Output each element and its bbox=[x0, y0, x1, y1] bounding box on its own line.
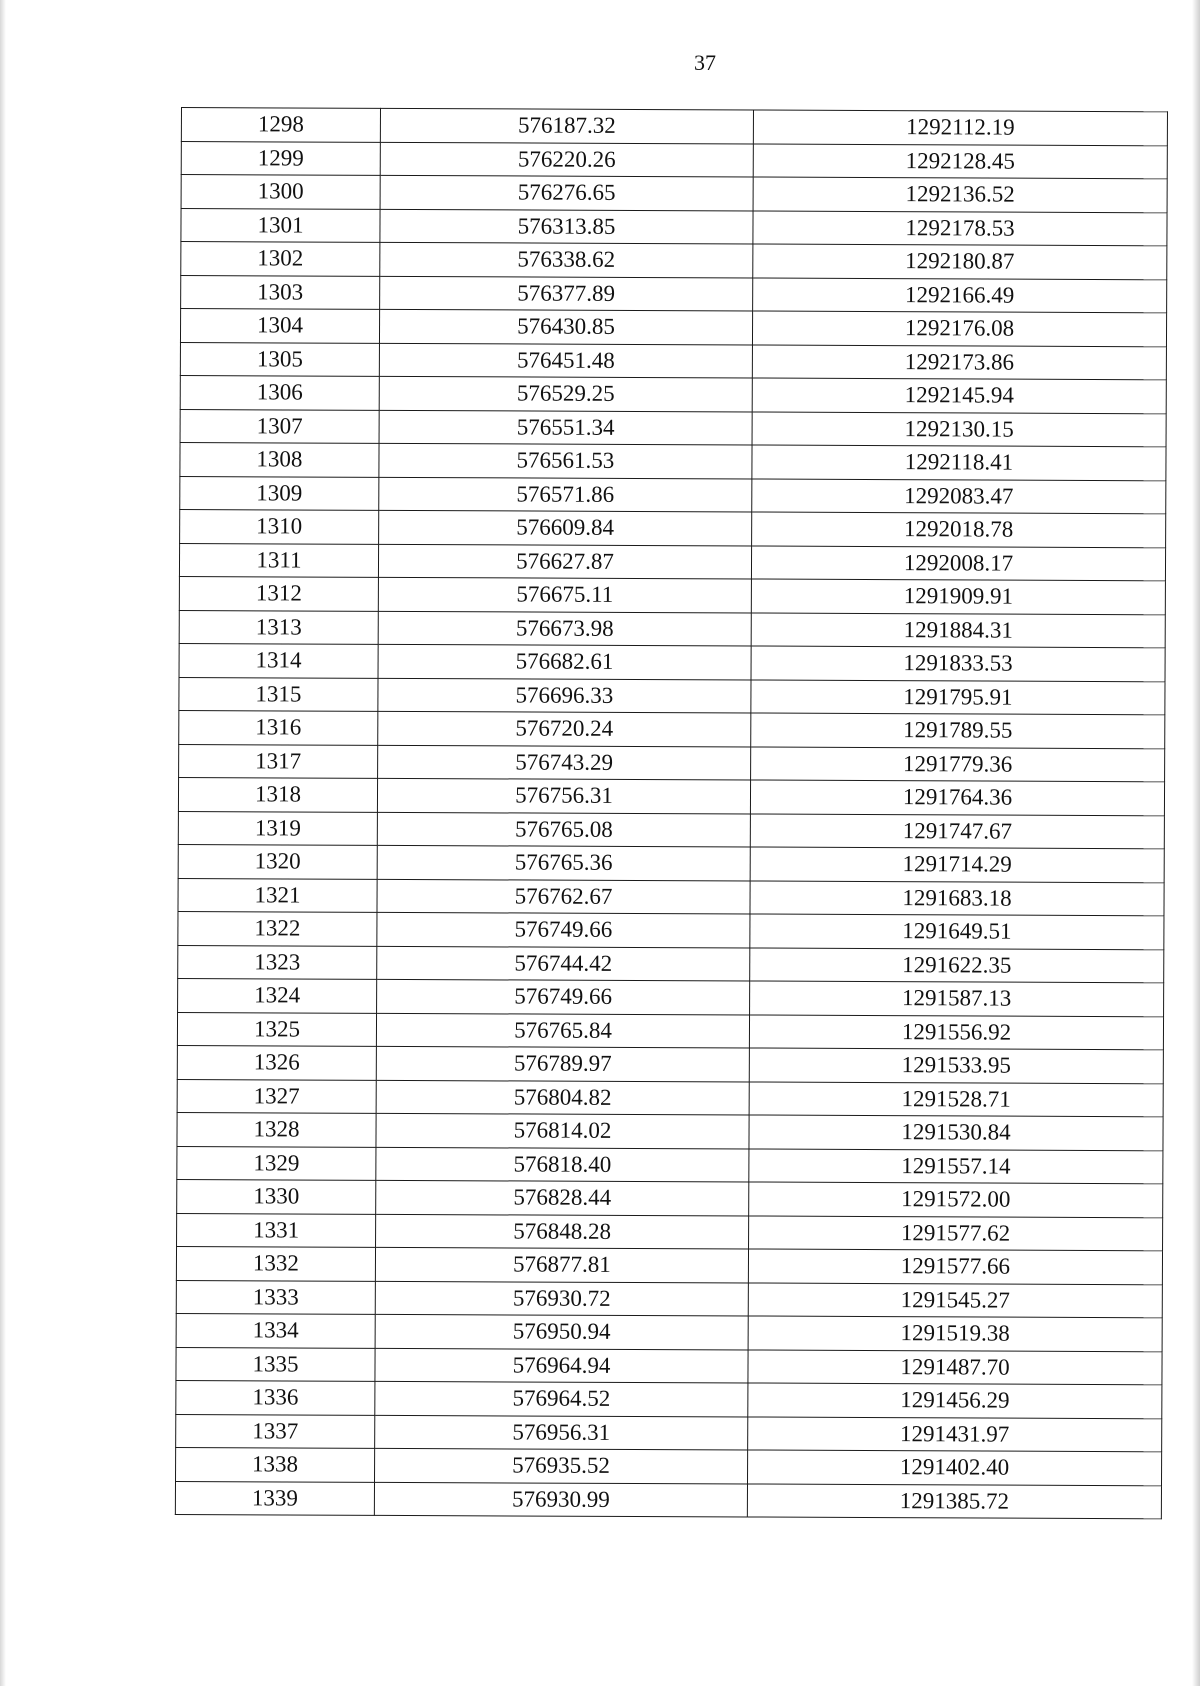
table-row bbox=[178, 945, 1164, 983]
point-number-cell: 1331 bbox=[177, 1213, 376, 1247]
x-coordinate-cell: 576609.84 bbox=[379, 510, 752, 545]
page-number: 37 bbox=[694, 50, 716, 75]
point-number-cell: 1299 bbox=[181, 141, 380, 175]
y-coordinate-cell: 1291779.36 bbox=[751, 746, 1165, 781]
point-number-cell: 1312 bbox=[179, 576, 378, 610]
point-number-cell: 1326 bbox=[177, 1045, 376, 1079]
x-coordinate-cell: 576529.25 bbox=[379, 376, 752, 411]
coordinates-table bbox=[175, 107, 1168, 1519]
x-coordinate-cell: 576430.85 bbox=[379, 309, 752, 344]
y-coordinate-cell: 1292166.49 bbox=[753, 277, 1167, 312]
table-row bbox=[180, 509, 1166, 547]
x-coordinate-cell: 576964.52 bbox=[375, 1381, 748, 1416]
x-coordinate-cell: 576682.61 bbox=[378, 644, 751, 679]
y-coordinate-cell: 1291577.62 bbox=[749, 1215, 1163, 1250]
x-coordinate-cell: 576561.53 bbox=[379, 443, 752, 478]
table-row bbox=[178, 978, 1164, 1016]
y-coordinate-cell: 1291649.51 bbox=[750, 914, 1164, 949]
table-row bbox=[181, 141, 1167, 179]
table-row bbox=[179, 744, 1165, 782]
table-row bbox=[178, 911, 1164, 949]
table-row bbox=[178, 844, 1164, 882]
y-coordinate-cell: 1291385.72 bbox=[747, 1483, 1161, 1518]
y-coordinate-cell: 1291528.71 bbox=[749, 1081, 1163, 1116]
point-number-cell: 1332 bbox=[176, 1246, 375, 1280]
x-coordinate-cell: 576756.31 bbox=[377, 778, 750, 813]
table-row bbox=[180, 375, 1166, 413]
point-number-cell: 1311 bbox=[179, 543, 378, 577]
scan-edge-right bbox=[1192, 0, 1200, 1686]
y-coordinate-cell: 1291557.14 bbox=[749, 1148, 1163, 1183]
table-row bbox=[176, 1280, 1162, 1318]
y-coordinate-cell: 1292180.87 bbox=[753, 244, 1167, 279]
point-number-cell: 1320 bbox=[178, 844, 377, 878]
x-coordinate-cell: 576935.52 bbox=[375, 1448, 748, 1483]
table-row bbox=[176, 1313, 1162, 1351]
table-row bbox=[179, 576, 1165, 614]
x-coordinate-cell: 576187.32 bbox=[380, 108, 753, 143]
y-coordinate-cell: 1291530.84 bbox=[749, 1115, 1163, 1150]
table-row bbox=[178, 811, 1164, 849]
table-row bbox=[177, 1012, 1163, 1050]
table-row bbox=[175, 1481, 1161, 1519]
point-number-cell: 1329 bbox=[177, 1146, 376, 1180]
table-row bbox=[181, 242, 1167, 280]
table-row bbox=[180, 309, 1166, 347]
table-row bbox=[179, 677, 1165, 715]
table-row bbox=[181, 175, 1167, 213]
x-coordinate-cell: 576950.94 bbox=[375, 1314, 748, 1349]
y-coordinate-cell: 1292128.45 bbox=[753, 143, 1167, 178]
y-coordinate-cell: 1292112.19 bbox=[753, 110, 1167, 145]
point-number-cell: 1300 bbox=[181, 175, 380, 209]
point-number-cell: 1322 bbox=[178, 911, 377, 945]
y-coordinate-cell: 1291545.27 bbox=[748, 1282, 1162, 1317]
x-coordinate-cell: 576749.66 bbox=[377, 912, 750, 947]
x-coordinate-cell: 576571.86 bbox=[379, 477, 752, 512]
y-coordinate-cell: 1292176.08 bbox=[752, 311, 1166, 346]
point-number-cell: 1306 bbox=[180, 375, 379, 409]
point-number-cell: 1323 bbox=[178, 945, 377, 979]
point-number-cell: 1314 bbox=[179, 643, 378, 677]
table-row bbox=[179, 643, 1165, 681]
table-row bbox=[180, 409, 1166, 447]
y-coordinate-cell: 1291577.66 bbox=[748, 1249, 1162, 1284]
y-coordinate-cell: 1291714.29 bbox=[750, 847, 1164, 882]
x-coordinate-cell: 576818.40 bbox=[376, 1147, 749, 1182]
y-coordinate-cell: 1292018.78 bbox=[752, 512, 1166, 547]
point-number-cell: 1298 bbox=[181, 108, 380, 142]
x-coordinate-cell: 576276.65 bbox=[380, 175, 753, 210]
point-number-cell: 1325 bbox=[177, 1012, 376, 1046]
table-row bbox=[177, 1179, 1163, 1217]
y-coordinate-cell: 1292136.52 bbox=[753, 177, 1167, 212]
table-row bbox=[176, 1246, 1162, 1284]
x-coordinate-cell: 576956.31 bbox=[375, 1415, 748, 1450]
y-coordinate-cell: 1291764.36 bbox=[750, 780, 1164, 815]
x-coordinate-cell: 576930.72 bbox=[375, 1281, 748, 1316]
x-coordinate-cell: 576720.24 bbox=[378, 711, 751, 746]
point-number-cell: 1301 bbox=[181, 208, 380, 242]
point-number-cell: 1339 bbox=[175, 1481, 374, 1515]
point-number-cell: 1321 bbox=[178, 878, 377, 912]
point-number-cell: 1335 bbox=[176, 1347, 375, 1381]
x-coordinate-cell: 576673.98 bbox=[378, 611, 751, 646]
x-coordinate-cell: 576804.82 bbox=[376, 1080, 749, 1115]
table-row bbox=[177, 1146, 1163, 1184]
point-number-cell: 1337 bbox=[176, 1414, 375, 1448]
y-coordinate-cell: 1291622.35 bbox=[750, 947, 1164, 982]
point-number-cell: 1303 bbox=[181, 275, 380, 309]
y-coordinate-cell: 1291683.18 bbox=[750, 880, 1164, 915]
x-coordinate-cell: 576930.99 bbox=[374, 1482, 747, 1517]
x-coordinate-cell: 576814.02 bbox=[376, 1113, 749, 1148]
y-coordinate-cell: 1292008.17 bbox=[751, 545, 1165, 580]
point-number-cell: 1327 bbox=[177, 1079, 376, 1113]
x-coordinate-cell: 576789.97 bbox=[376, 1046, 749, 1081]
x-coordinate-cell: 576627.87 bbox=[378, 544, 751, 579]
y-coordinate-cell: 1291789.55 bbox=[751, 713, 1165, 748]
point-number-cell: 1309 bbox=[180, 476, 379, 510]
table-row bbox=[180, 342, 1166, 380]
y-coordinate-cell: 1292083.47 bbox=[752, 478, 1166, 513]
point-number-cell: 1308 bbox=[180, 442, 379, 476]
point-number-cell: 1334 bbox=[176, 1313, 375, 1347]
table-row bbox=[180, 476, 1166, 514]
table-row bbox=[179, 610, 1165, 648]
scan-edge-left bbox=[0, 0, 6, 1686]
point-number-cell: 1304 bbox=[180, 309, 379, 343]
x-coordinate-cell: 576675.11 bbox=[378, 577, 751, 612]
table-row bbox=[181, 208, 1167, 246]
y-coordinate-cell: 1291795.91 bbox=[751, 679, 1165, 714]
x-coordinate-cell: 576743.29 bbox=[378, 745, 751, 780]
point-number-cell: 1310 bbox=[180, 509, 379, 543]
point-number-cell: 1319 bbox=[178, 811, 377, 845]
x-coordinate-cell: 576338.62 bbox=[380, 242, 753, 277]
x-coordinate-cell: 576765.84 bbox=[376, 1013, 749, 1048]
point-number-cell: 1336 bbox=[176, 1380, 375, 1414]
x-coordinate-cell: 576749.66 bbox=[377, 979, 750, 1014]
y-coordinate-cell: 1291556.92 bbox=[749, 1014, 1163, 1049]
x-coordinate-cell: 576551.34 bbox=[379, 410, 752, 445]
point-number-cell: 1338 bbox=[176, 1447, 375, 1481]
y-coordinate-cell: 1292145.94 bbox=[752, 378, 1166, 413]
point-number-cell: 1313 bbox=[179, 610, 378, 644]
point-number-cell: 1302 bbox=[181, 242, 380, 276]
y-coordinate-cell: 1291572.00 bbox=[749, 1182, 1163, 1217]
y-coordinate-cell: 1291519.38 bbox=[748, 1316, 1162, 1351]
x-coordinate-cell: 576313.85 bbox=[380, 209, 753, 244]
y-coordinate-cell: 1292130.15 bbox=[752, 411, 1166, 446]
y-coordinate-cell: 1291533.95 bbox=[749, 1048, 1163, 1083]
x-coordinate-cell: 576848.28 bbox=[376, 1214, 749, 1249]
point-number-cell: 1328 bbox=[177, 1112, 376, 1146]
x-coordinate-cell: 576696.33 bbox=[378, 678, 751, 713]
x-coordinate-cell: 576964.94 bbox=[375, 1348, 748, 1383]
table-row bbox=[179, 543, 1165, 581]
table-row bbox=[181, 275, 1167, 313]
y-coordinate-cell: 1291402.40 bbox=[747, 1450, 1161, 1485]
y-coordinate-cell: 1291747.67 bbox=[750, 813, 1164, 848]
y-coordinate-cell: 1292173.86 bbox=[752, 344, 1166, 379]
table-row bbox=[176, 1447, 1162, 1485]
table-row bbox=[177, 1045, 1163, 1083]
point-number-cell: 1333 bbox=[176, 1280, 375, 1314]
coordinates-table-body bbox=[175, 108, 1167, 1519]
y-coordinate-cell: 1292118.41 bbox=[752, 445, 1166, 480]
y-coordinate-cell: 1291833.53 bbox=[751, 646, 1165, 681]
x-coordinate-cell: 576220.26 bbox=[380, 142, 753, 177]
y-coordinate-cell: 1292178.53 bbox=[753, 210, 1167, 245]
point-number-cell: 1316 bbox=[179, 710, 378, 744]
table-row bbox=[177, 1213, 1163, 1251]
table-row bbox=[176, 1347, 1162, 1385]
table-row bbox=[176, 1414, 1162, 1452]
x-coordinate-cell: 576377.89 bbox=[380, 276, 753, 311]
y-coordinate-cell: 1291884.31 bbox=[751, 612, 1165, 647]
point-number-cell: 1318 bbox=[178, 777, 377, 811]
table-row bbox=[181, 108, 1167, 146]
point-number-cell: 1305 bbox=[180, 342, 379, 376]
table-row bbox=[176, 1380, 1162, 1418]
table-row bbox=[180, 442, 1166, 480]
table-row bbox=[178, 878, 1164, 916]
y-coordinate-cell: 1291431.97 bbox=[748, 1416, 1162, 1451]
point-number-cell: 1307 bbox=[180, 409, 379, 443]
point-number-cell: 1317 bbox=[179, 744, 378, 778]
y-coordinate-cell: 1291487.70 bbox=[748, 1349, 1162, 1384]
point-number-cell: 1330 bbox=[177, 1179, 376, 1213]
x-coordinate-cell: 576765.08 bbox=[377, 812, 750, 847]
y-coordinate-cell: 1291587.13 bbox=[750, 981, 1164, 1016]
x-coordinate-cell: 576451.48 bbox=[379, 343, 752, 378]
table-row bbox=[177, 1079, 1163, 1117]
x-coordinate-cell: 576762.67 bbox=[377, 879, 750, 914]
point-number-cell: 1315 bbox=[179, 677, 378, 711]
y-coordinate-cell: 1291909.91 bbox=[751, 579, 1165, 614]
y-coordinate-cell: 1291456.29 bbox=[748, 1383, 1162, 1418]
table-row bbox=[177, 1112, 1163, 1150]
x-coordinate-cell: 576877.81 bbox=[375, 1247, 748, 1282]
table-row bbox=[178, 777, 1164, 815]
x-coordinate-cell: 576744.42 bbox=[377, 946, 750, 981]
point-number-cell: 1324 bbox=[178, 978, 377, 1012]
table-row bbox=[179, 710, 1165, 748]
x-coordinate-cell: 576765.36 bbox=[377, 845, 750, 880]
x-coordinate-cell: 576828.44 bbox=[376, 1180, 749, 1215]
